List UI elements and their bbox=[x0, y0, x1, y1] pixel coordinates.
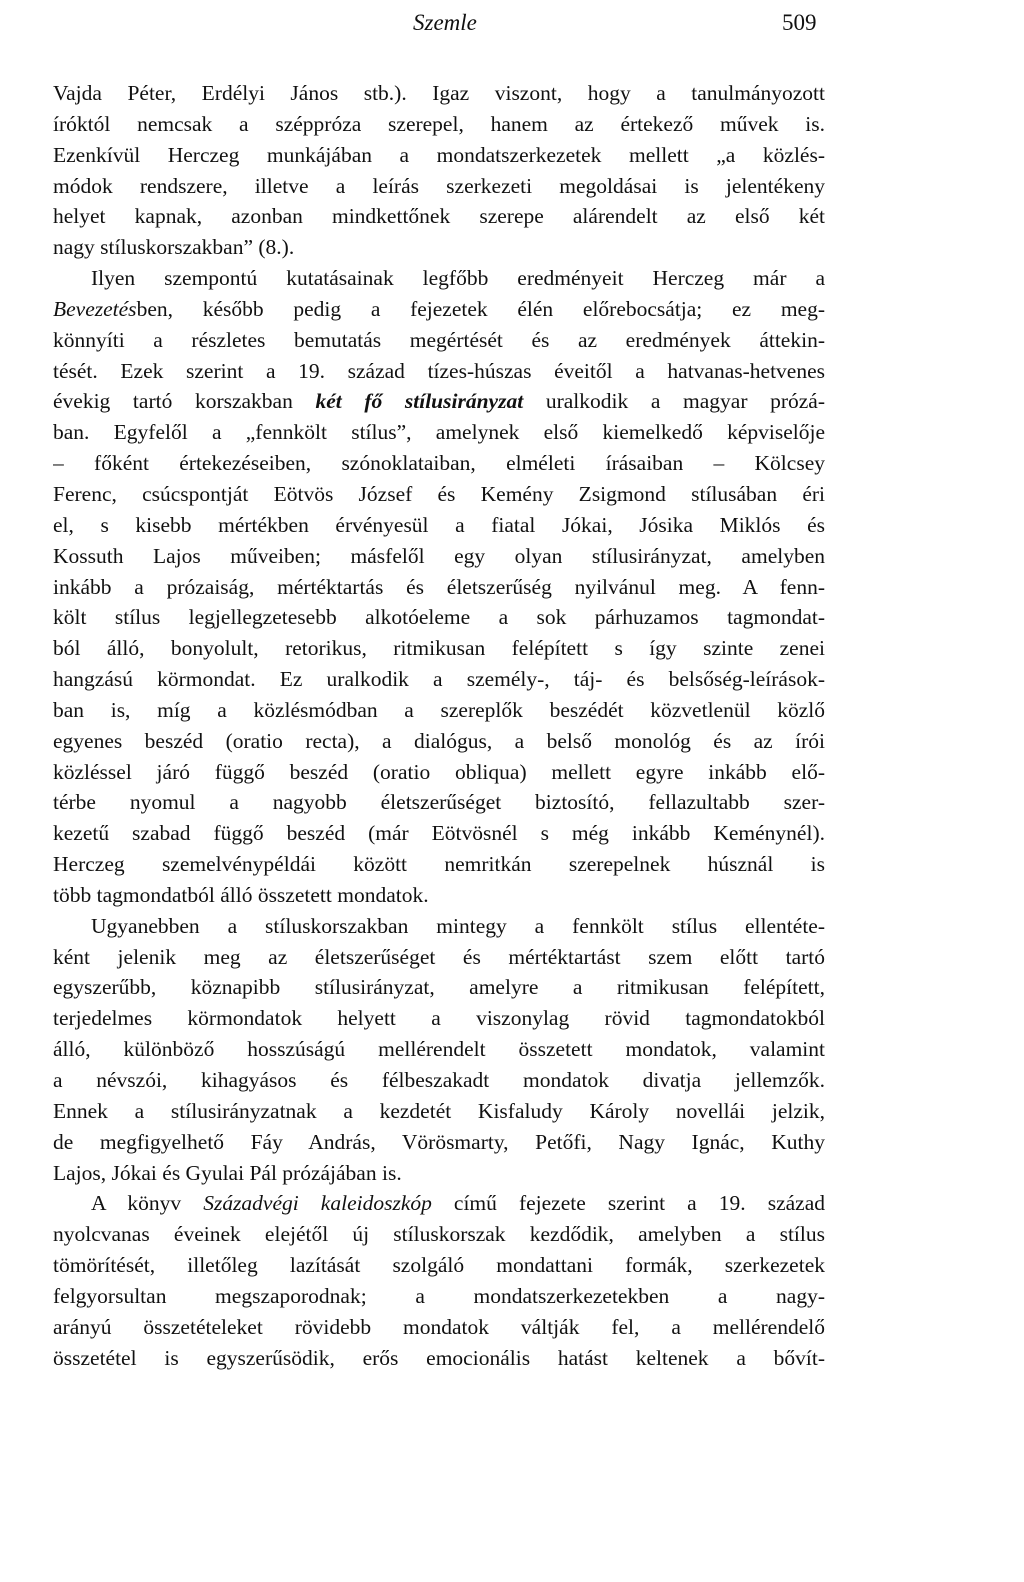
text-line bbox=[53, 171, 825, 202]
text-segment: ben, később pedig a fejezetek élén előrebocsátja; ez meg- bbox=[136, 296, 825, 321]
text-line bbox=[53, 325, 825, 356]
text-line bbox=[53, 294, 825, 325]
text-line bbox=[53, 972, 825, 1003]
text-line bbox=[53, 1188, 825, 1219]
text-segment: íróktól nemcsak a széppróza szerepel, hanem az értekező művek is. bbox=[53, 111, 825, 136]
text-line bbox=[53, 1312, 825, 1343]
text-line bbox=[53, 263, 825, 294]
text-segment: Herczeg szemelvénypéldái között nemritkán szerepelnek húsznál is bbox=[53, 852, 825, 877]
text-segment: hangzású körmondat. Ez uralkodik a személy-, táj- és belsőség-leírások- bbox=[53, 667, 825, 692]
text-line bbox=[53, 140, 825, 171]
text-segment: Ennek a stílusirányzatnak a kezdetét Kisfaludy Károly novellái jelzik, bbox=[53, 1098, 825, 1123]
text-line bbox=[53, 664, 825, 695]
text-segment: uralkodik a magyar prózá- bbox=[523, 389, 825, 414]
text-segment: inkább a prózaiság, mértéktartás és életszerűség nyilvánul meg. A fenn- bbox=[53, 574, 825, 599]
text-line bbox=[53, 572, 825, 603]
text-line bbox=[53, 1343, 825, 1374]
running-title: Szemle bbox=[413, 10, 477, 35]
text-line bbox=[53, 1250, 825, 1281]
text-line bbox=[53, 1281, 825, 1312]
text-line bbox=[53, 1065, 825, 1096]
text-line bbox=[53, 757, 825, 788]
text-segment: kezetű szabad függő beszéd (már Eötvösnél s még inkább Keménynél). bbox=[53, 821, 825, 846]
text-line bbox=[53, 510, 825, 541]
text-segment: de megfigyelhető Fáy András, Vörösmarty, Petőfi, Nagy Ignác, Kuthy bbox=[53, 1129, 825, 1154]
text-line bbox=[53, 356, 825, 387]
text-segment: ban is, míg a közlésmódban a szereplők beszédét közvetlenül közlő bbox=[53, 697, 825, 722]
text-line bbox=[53, 417, 825, 448]
text-segment: egyszerűbb, köznapibb stílusirányzat, amelyre a ritmikusan felépített, bbox=[53, 975, 825, 1000]
text-line bbox=[53, 726, 825, 757]
text-line bbox=[53, 386, 825, 417]
text-line bbox=[53, 695, 825, 726]
text-line bbox=[53, 78, 825, 109]
text-line bbox=[53, 1096, 825, 1127]
text-segment: álló, különböző hosszúságú mellérendelt összetett mondatok, valamint bbox=[53, 1037, 825, 1062]
text-segment: ból álló, bonyolult, retorikus, ritmikusan felépített s így szinte zenei bbox=[53, 636, 825, 661]
text-line bbox=[53, 1034, 825, 1065]
text-segment: című fejezete szerint a 19. század bbox=[431, 1191, 825, 1216]
text-segment: Vajda Péter, Erdélyi János stb.). Igaz viszont, hogy a tanulmányozott bbox=[53, 81, 825, 105]
text-segment: A könyv bbox=[91, 1191, 204, 1216]
text-segment: Ugyanebben a stíluskorszakban mintegy a fennkölt stílus ellentéte- bbox=[91, 913, 825, 938]
text-line bbox=[53, 849, 825, 880]
emphasized-text: Bevezetés bbox=[53, 296, 137, 321]
text-segment: összetétel is egyszerűsödik, erős emocionális hatást keltenek a bővít- bbox=[53, 1345, 825, 1370]
text-segment: tését. Ezek szerint a 19. század tízes-húszas éveitől a hatvanas-hetvenes bbox=[53, 358, 825, 383]
text-segment: Ilyen szempontú kutatásainak legfőbb eredményeit Herczeg már a bbox=[91, 266, 825, 291]
text-segment: el, s kisebb mértékben érvényesül a fiatal Jókai, Jósika Miklós és bbox=[53, 512, 825, 537]
text-line bbox=[53, 818, 825, 849]
text-segment: Ezenkívül Herczeg munkájában a mondatszerkezetek mellett „a közlés- bbox=[53, 142, 825, 167]
text-line bbox=[53, 602, 825, 633]
text-line bbox=[53, 1127, 825, 1158]
page-number: 509 bbox=[782, 10, 817, 35]
text-line bbox=[53, 633, 825, 664]
text-line bbox=[53, 1158, 825, 1189]
text-segment: Ferenc, csúcspontját Eötvös József és Kemény Zsigmond stílusában éri bbox=[53, 481, 825, 506]
text-segment: felgyorsultan megszaporodnak; a mondatszerkezetekben a nagy- bbox=[53, 1283, 825, 1308]
page-header bbox=[0, 10, 1024, 44]
text-segment: könnyíti a részletes bemutatás megértését és az eredmények áttekin- bbox=[53, 327, 825, 352]
text-line bbox=[53, 1003, 825, 1034]
review-body-text bbox=[53, 78, 825, 1373]
text-line bbox=[53, 479, 825, 510]
text-segment: több tagmondatból álló összetett mondatok. bbox=[53, 882, 429, 907]
text-segment: ban. Egyfelől a „fennkölt stílus”, amelynek első kiemelkedő képviselője bbox=[53, 420, 825, 445]
text-segment: költ stílus legjellegzetesebb alkotóeleme a sok párhuzamos tagmondat- bbox=[53, 605, 825, 630]
text-line bbox=[53, 448, 825, 479]
text-line bbox=[53, 911, 825, 942]
text-line bbox=[53, 201, 825, 232]
text-segment: a névszói, kihagyásos és félbeszakadt mondatok divatja jellemzők. bbox=[53, 1068, 825, 1092]
text-segment: tömörítését, illetőleg lazítását szolgáló mondattani formák, szerkezetek bbox=[53, 1253, 825, 1278]
text-line bbox=[53, 541, 825, 572]
text-segment: nyolcvanas éveinek elejétől új stíluskorszak kezdődik, amelyben a stílus bbox=[53, 1222, 825, 1247]
text-line bbox=[53, 942, 825, 973]
text-segment: módok rendszere, illetve a leírás szerkezeti megoldásai is jelentékeny bbox=[53, 173, 825, 198]
text-line bbox=[53, 787, 825, 818]
text-segment: ként jelenik meg az életszerűséget és mértéktartást szem előtt tartó bbox=[53, 944, 825, 969]
text-segment: nagy stíluskorszakban” (8.). bbox=[53, 235, 295, 260]
text-segment: térbe nyomul a nagyobb életszerűséget biztosító, fellazultabb szer- bbox=[53, 790, 825, 815]
text-segment: – főként értekezéseiben, szónoklataiban, elméleti írásaiban – Kölcsey bbox=[53, 451, 825, 476]
text-segment: arányú összetételeket rövidebb mondatok váltják fel, a mellérendelő bbox=[53, 1314, 825, 1339]
text-line bbox=[53, 880, 825, 911]
text-segment: évekig tartó korszakban bbox=[53, 389, 316, 414]
text-line bbox=[53, 232, 825, 263]
text-segment: terjedelmes körmondatok helyett a viszonylag rövid tagmondatokból bbox=[53, 1006, 825, 1031]
text-segment: helyet kapnak, azonban mindkettőnek szerepe alárendelt az első két bbox=[53, 204, 825, 229]
emphasized-text: két fő stílusirányzat bbox=[315, 389, 524, 414]
text-segment: egyenes beszéd (oratio recta), a dialógus, a belső monológ és az írói bbox=[53, 728, 825, 753]
text-segment: Kossuth Lajos műveiben; másfelől egy olyan stílusirányzat, amelyben bbox=[53, 543, 825, 568]
text-line bbox=[53, 1219, 825, 1250]
emphasized-text: Századvégi kaleidoszkóp bbox=[203, 1191, 432, 1216]
text-line bbox=[53, 109, 825, 140]
text-segment: közléssel járó függő beszéd (oratio obliqua) mellett egyre inkább elő- bbox=[53, 759, 825, 784]
text-segment: Lajos, Jókai és Gyulai Pál prózájában is. bbox=[53, 1160, 402, 1185]
